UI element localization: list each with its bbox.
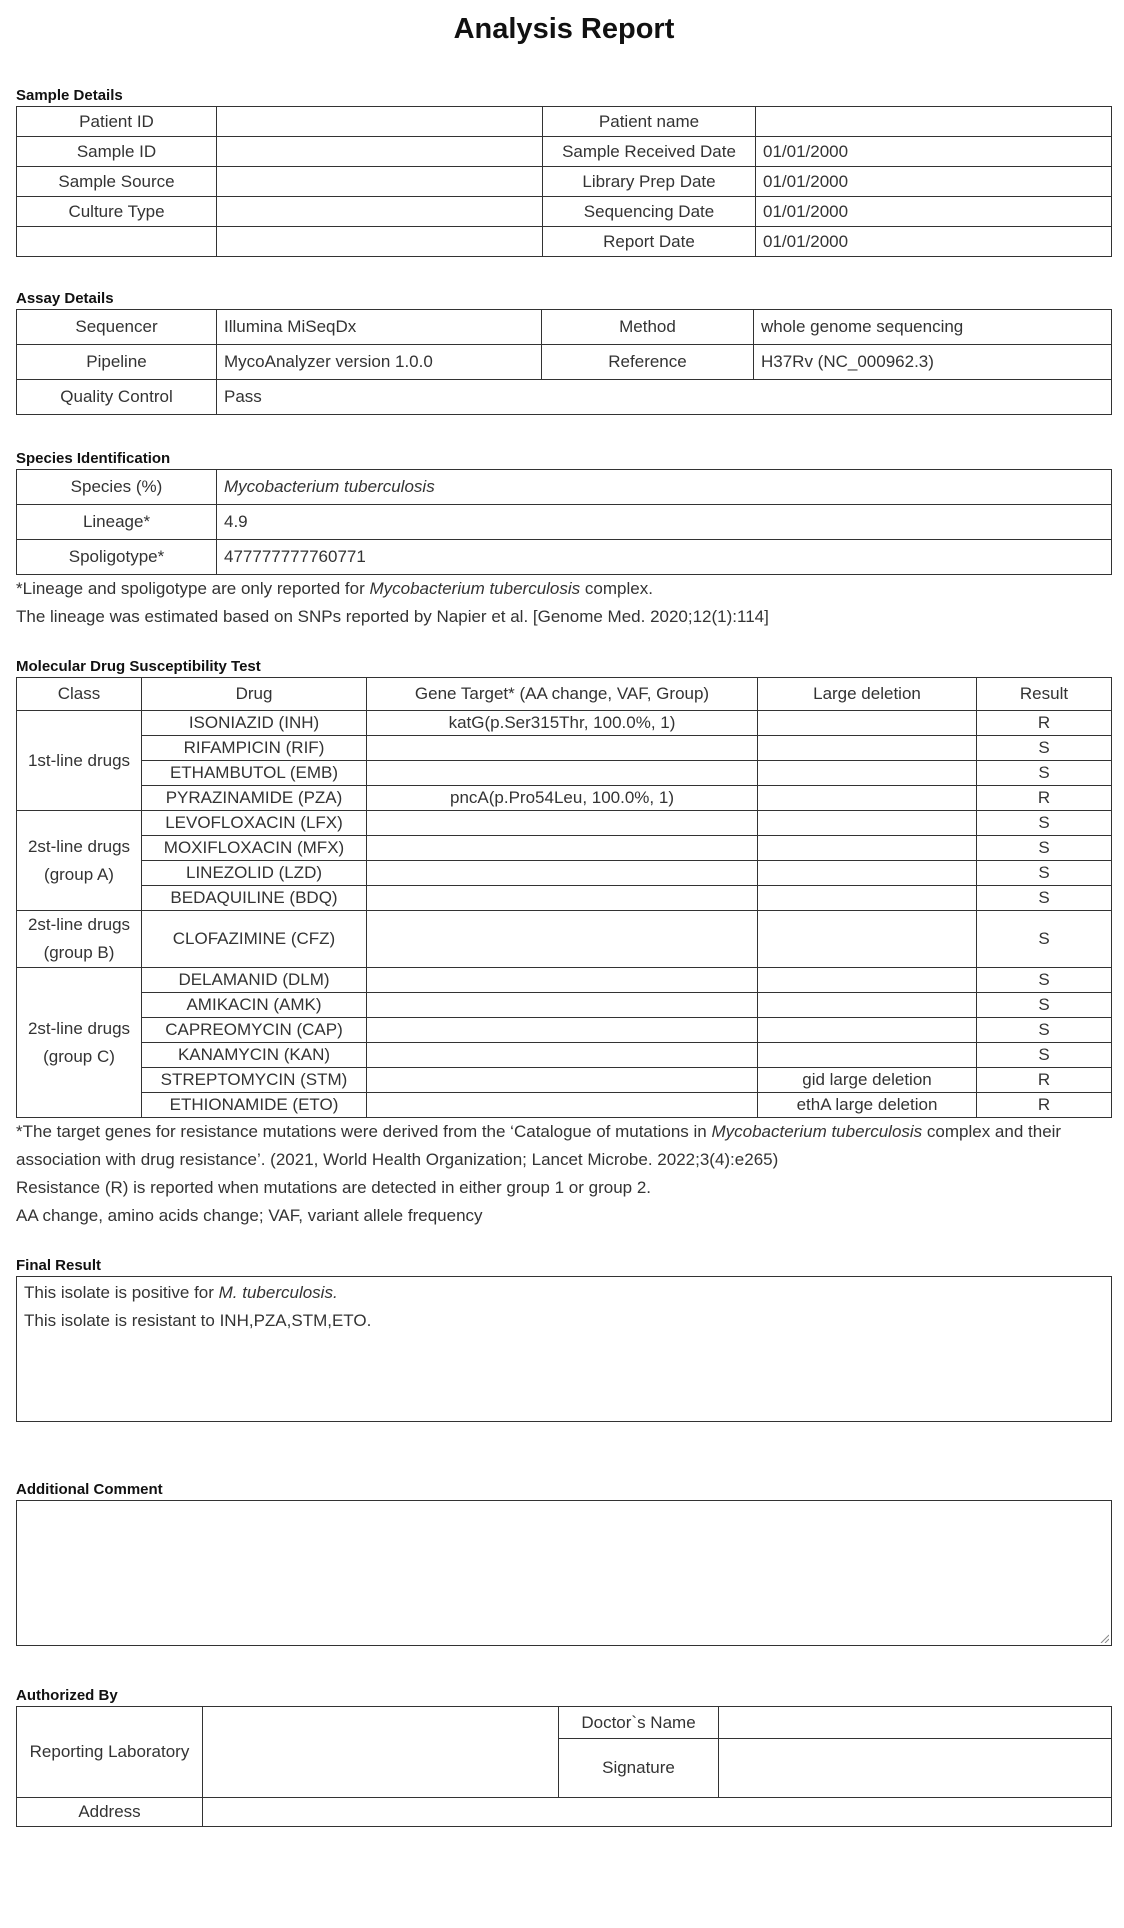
mdst-note-line-1 — [16, 1118, 1112, 1174]
result-value: S — [977, 1018, 1112, 1043]
result-value: S — [977, 993, 1112, 1018]
result-value: S — [977, 1043, 1112, 1068]
sample-value — [217, 167, 543, 197]
species-note-text-end: complex. — [580, 579, 653, 598]
sample-row — [17, 107, 1112, 137]
large-deletion — [758, 786, 977, 811]
qc-value: Pass — [217, 380, 1112, 415]
result-value: S — [977, 811, 1112, 836]
authorized-table — [16, 1706, 1112, 1827]
drug-class-label: 2st-line drugs — [27, 1018, 131, 1038]
large-deletion — [758, 911, 977, 968]
table-row — [17, 861, 1112, 886]
table-row — [17, 1018, 1112, 1043]
gene-target — [367, 1043, 758, 1068]
table-row — [17, 786, 1112, 811]
lineage-value: 4.9 — [217, 505, 1112, 540]
pipeline-value: MycoAnalyzer version 1.0.0 — [217, 345, 542, 380]
sample-details-section — [16, 86, 1112, 257]
table-row — [17, 993, 1112, 1018]
gene-target — [367, 761, 758, 786]
gene-target — [367, 836, 758, 861]
drug-name: DELAMANID (DLM) — [142, 968, 367, 993]
section-title-species: Species Identification — [16, 450, 171, 467]
sample-value — [217, 197, 543, 227]
sample-value: 01/01/2000 — [756, 197, 1112, 227]
sample-label: Sample Received Date — [543, 137, 756, 167]
large-deletion: ethA large deletion — [758, 1093, 977, 1118]
drug-class-label: (group C) — [43, 1046, 115, 1066]
sample-row — [17, 227, 1112, 257]
qc-label: Quality Control — [17, 380, 217, 415]
mdst-note-italic: Mycobacterium tuberculosis — [711, 1122, 923, 1141]
species-value: Mycobacterium tuberculosis — [217, 470, 1112, 505]
mdst-note-text: *The target genes for resistance mutations were derived from the ‘Catalogue of mutations in — [16, 1122, 712, 1141]
gene-target: pncA(p.Pro54Leu, 100.0%, 1) — [367, 786, 758, 811]
mdst-header-row — [17, 678, 1112, 711]
result-value: S — [977, 861, 1112, 886]
sample-label: Patient name — [543, 107, 756, 137]
result-value: S — [977, 836, 1112, 861]
table-row — [17, 761, 1112, 786]
pipeline-label: Pipeline — [17, 345, 217, 380]
section-title-authorized: Authorized By — [16, 1687, 118, 1704]
final-result-line-2: This isolate is resistant to INH,PZA,STM,ETO. — [24, 1311, 372, 1330]
sample-row — [17, 167, 1112, 197]
species-note-italic: Mycobacterium tuberculosis — [369, 579, 581, 598]
drug-name: RIFAMPICIN (RIF) — [142, 736, 367, 761]
drug-name: ETHIONAMIDE (ETO) — [142, 1093, 367, 1118]
authorized-section — [16, 1686, 1112, 1827]
result-value: R — [977, 786, 1112, 811]
doctor-name-label: Doctor`s Name — [559, 1707, 719, 1739]
large-deletion — [758, 861, 977, 886]
reference-label: Reference — [542, 345, 754, 380]
large-deletion — [758, 993, 977, 1018]
sample-value — [217, 107, 543, 137]
gene-target — [367, 1093, 758, 1118]
section-title-mdst: Molecular Drug Susceptibility Test — [16, 658, 261, 675]
drug-name: CAPREOMYCIN (CAP) — [142, 1018, 367, 1043]
sample-label: Patient ID — [17, 107, 217, 137]
drug-name: PYRAZINAMIDE (PZA) — [142, 786, 367, 811]
doctor-name-value — [719, 1707, 1112, 1739]
drug-class-cell — [17, 911, 142, 968]
sample-value: 01/01/2000 — [756, 137, 1112, 167]
drug-name: KANAMYCIN (KAN) — [142, 1043, 367, 1068]
result-value: S — [977, 968, 1112, 993]
drug-class-label: 2st-line drugs — [27, 836, 131, 856]
method-value: whole genome sequencing — [754, 310, 1112, 345]
species-note-text: *Lineage and spoligotype are only reported for — [16, 579, 370, 598]
drug-name: LEVOFLOXACIN (LFX) — [142, 811, 367, 836]
section-title-final-result: Final Result — [16, 1257, 102, 1274]
species-note-line-1 — [16, 575, 1112, 603]
sample-value: 01/01/2000 — [756, 227, 1112, 257]
sample-value: 01/01/2000 — [756, 167, 1112, 197]
col-header-drug: Drug — [142, 678, 367, 711]
sample-label — [17, 227, 217, 257]
final-result-italic: M. tuberculosis. — [218, 1283, 338, 1302]
report-page — [16, 0, 1112, 1827]
section-title-sample-details: Sample Details — [16, 87, 123, 104]
result-value: R — [977, 1093, 1112, 1118]
result-value: S — [977, 761, 1112, 786]
gene-target — [367, 1068, 758, 1093]
drug-class-cell — [17, 968, 142, 1118]
mdst-note-text-end: complex and their association with drug resistance’. (2021, World Health Organization; Lancet Microbe. 2022;3(4):e265) — [16, 1122, 1062, 1169]
gene-target — [367, 736, 758, 761]
mdst-table — [16, 677, 1112, 1118]
additional-comment-textarea[interactable] — [16, 1500, 1112, 1646]
drug-name: AMIKACIN (AMK) — [142, 993, 367, 1018]
drug-name: MOXIFLOXACIN (MFX) — [142, 836, 367, 861]
large-deletion — [758, 836, 977, 861]
sample-value — [217, 227, 543, 257]
table-row — [17, 836, 1112, 861]
col-header-gene: Gene Target* (AA change, VAF, Group) — [367, 678, 758, 711]
result-value: R — [977, 711, 1112, 736]
large-deletion — [758, 811, 977, 836]
result-value: R — [977, 1068, 1112, 1093]
large-deletion — [758, 886, 977, 911]
drug-class-label: 2st-line drugs — [27, 915, 131, 934]
section-title-additional-comment: Additional Comment — [16, 1481, 163, 1498]
sample-row — [17, 137, 1112, 167]
large-deletion — [758, 968, 977, 993]
table-row — [17, 968, 1112, 993]
sample-label: Report Date — [543, 227, 756, 257]
assay-details-section — [16, 289, 1112, 415]
species-section — [16, 449, 1112, 631]
drug-class-cell — [17, 811, 142, 911]
gene-target — [367, 886, 758, 911]
large-deletion — [758, 711, 977, 736]
reporting-lab-value — [203, 1707, 559, 1798]
species-note-line-2: The lineage was estimated based on SNPs reported by Napier et al. [Genome Med. 2020;12(1):114] — [16, 607, 769, 626]
signature-value — [719, 1739, 1112, 1798]
large-deletion — [758, 736, 977, 761]
gene-target — [367, 993, 758, 1018]
drug-class-label: (group A) — [44, 864, 114, 884]
drug-class-label: (group B) — [43, 943, 115, 962]
table-row — [17, 1093, 1112, 1118]
table-row — [17, 736, 1112, 761]
gene-target — [367, 968, 758, 993]
species-label: Species (%) — [17, 470, 217, 505]
reporting-lab-label: Reporting Laboratory — [17, 1707, 203, 1798]
final-result-section — [16, 1256, 1112, 1422]
sample-row — [17, 197, 1112, 227]
drug-class-label: 1st-line drugs — [27, 750, 131, 770]
drug-name: LINEZOLID (LZD) — [142, 861, 367, 886]
result-value: S — [977, 736, 1112, 761]
gene-target — [367, 1018, 758, 1043]
sample-label: Culture Type — [17, 197, 217, 227]
sample-value — [756, 107, 1112, 137]
gene-target: katG(p.Ser315Thr, 100.0%, 1) — [367, 711, 758, 736]
mdst-note-line-3: AA change, amino acids change; VAF, variant allele frequency — [16, 1206, 483, 1225]
assay-details-table — [16, 309, 1112, 415]
col-header-class: Class — [17, 678, 142, 711]
species-note — [16, 575, 1112, 631]
additional-comment-section — [16, 1480, 1112, 1646]
drug-name: CLOFAZIMINE (CFZ) — [142, 911, 367, 968]
section-title-assay-details: Assay Details — [16, 290, 114, 307]
lineage-label: Lineage* — [17, 505, 217, 540]
sample-details-table — [16, 106, 1112, 257]
large-deletion: gid large deletion — [758, 1068, 977, 1093]
large-deletion — [758, 761, 977, 786]
large-deletion — [758, 1043, 977, 1068]
drug-name: ETHAMBUTOL (EMB) — [142, 761, 367, 786]
gene-target — [367, 811, 758, 836]
sample-label: Sequencing Date — [543, 197, 756, 227]
table-row — [17, 911, 1112, 968]
drug-name: STREPTOMYCIN (STM) — [142, 1068, 367, 1093]
sample-label: Sample ID — [17, 137, 217, 167]
sequencer-value: Illumina MiSeqDx — [217, 310, 542, 345]
drug-class-cell — [17, 711, 142, 811]
final-result-box — [16, 1276, 1112, 1422]
mdst-note — [16, 1118, 1112, 1230]
species-table — [16, 469, 1112, 575]
table-row — [17, 1068, 1112, 1093]
large-deletion — [758, 1018, 977, 1043]
mdst-note-line-2: Resistance (R) is reported when mutations are detected in either group 1 or group 2. — [16, 1178, 652, 1197]
drug-name: ISONIAZID (INH) — [142, 711, 367, 736]
page-title: Analysis Report — [453, 13, 675, 45]
col-header-result: Result — [977, 678, 1112, 711]
method-label: Method — [542, 310, 754, 345]
final-result-text: This isolate is positive for — [24, 1283, 219, 1302]
drug-name: BEDAQUILINE (BDQ) — [142, 886, 367, 911]
gene-target — [367, 861, 758, 886]
sequencer-label: Sequencer — [17, 310, 217, 345]
result-value: S — [977, 911, 1112, 968]
spoligotype-label: Spoligotype* — [17, 540, 217, 575]
address-label: Address — [17, 1798, 203, 1827]
spoligotype-value: 477777777760771 — [217, 540, 1112, 575]
table-row — [17, 711, 1112, 736]
reference-value: H37Rv (NC_000962.3) — [754, 345, 1112, 380]
table-row — [17, 1043, 1112, 1068]
gene-target — [367, 911, 758, 968]
result-value: S — [977, 886, 1112, 911]
mdst-section — [16, 657, 1112, 1230]
signature-label: Signature — [559, 1739, 719, 1798]
table-row — [17, 886, 1112, 911]
table-row — [17, 811, 1112, 836]
resize-grip-icon[interactable] — [1099, 1633, 1109, 1643]
sample-label: Sample Source — [17, 167, 217, 197]
sample-label: Library Prep Date — [543, 167, 756, 197]
col-header-deletion: Large deletion — [758, 678, 977, 711]
address-value — [203, 1798, 1112, 1827]
final-result-line-1 — [24, 1279, 1104, 1307]
sample-value — [217, 137, 543, 167]
